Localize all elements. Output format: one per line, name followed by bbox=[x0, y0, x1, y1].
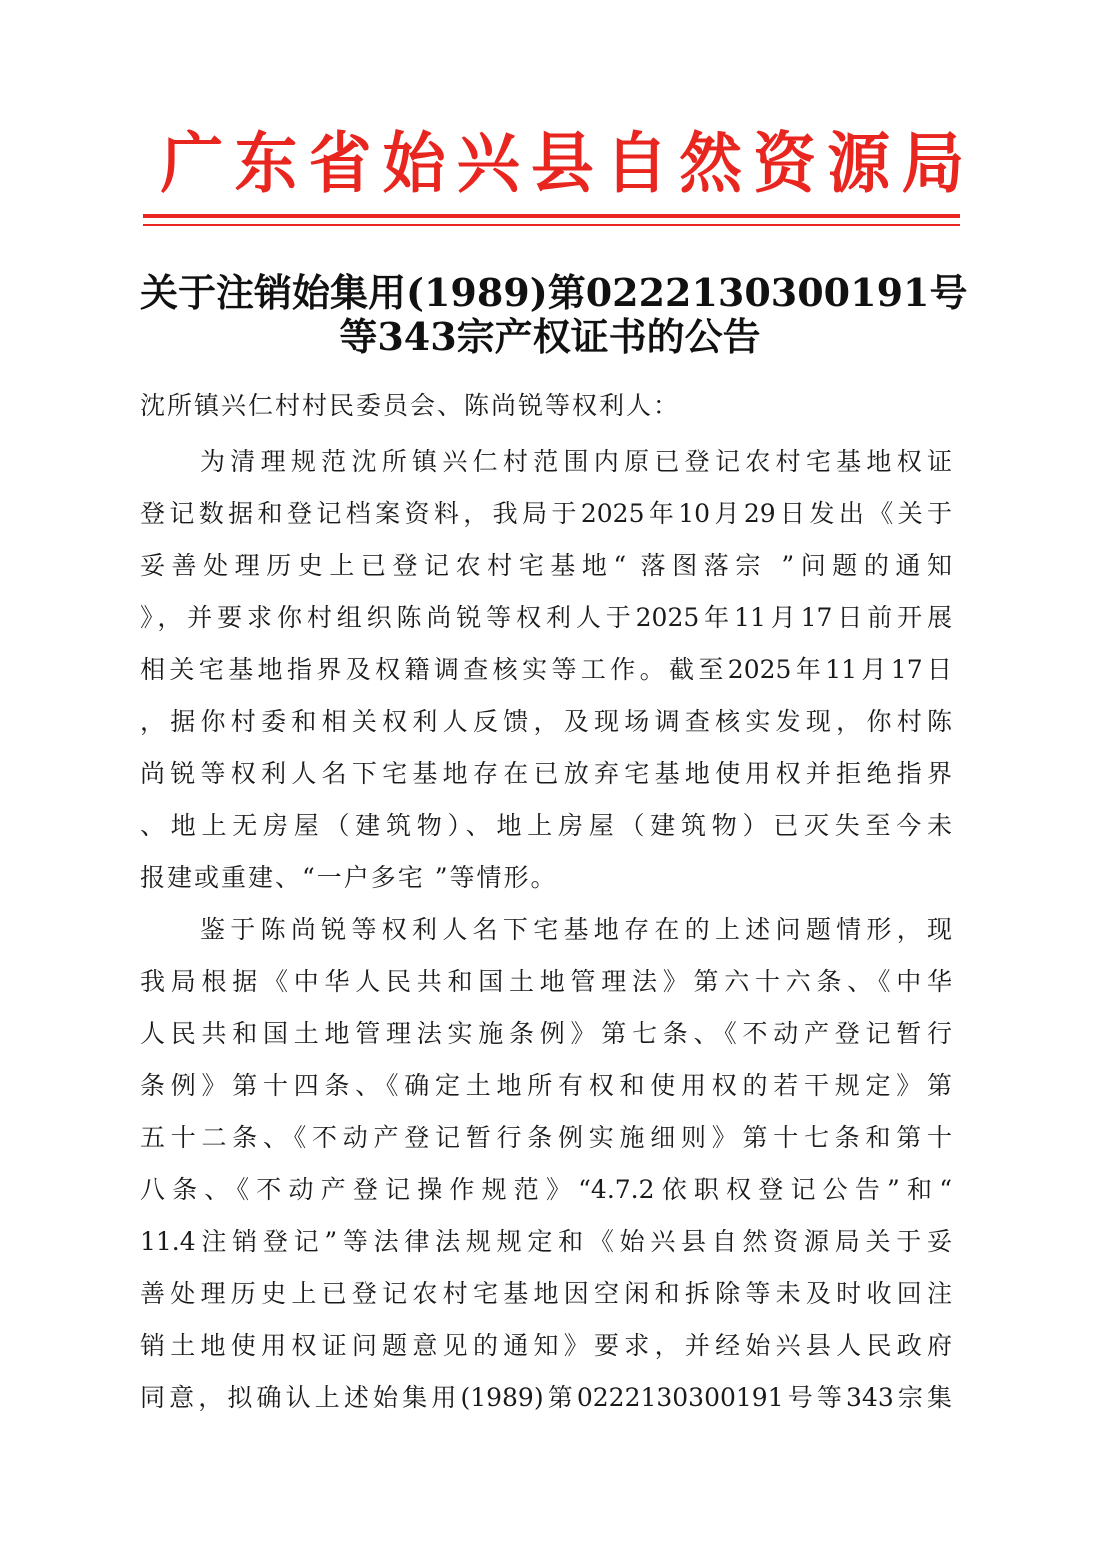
paragraph-2-line: 销土地使用权证问题意见的通知》要求，并经始兴县人民政府 bbox=[140, 1331, 952, 1360]
paragraph-1-line: 为清理规范沈所镇兴仁村范围内原已登记农村宅基地权证 bbox=[200, 447, 952, 476]
paragraph-1-line: ，据你村委和相关权利人反馈，及现场调查核实发现，你村陈 bbox=[140, 707, 952, 736]
paragraph-1-line: 尚锐等权利人名下宅基地存在已放弃宅基地使用权并拒绝指界 bbox=[140, 759, 952, 788]
paragraph-1-line: 登记数据和登记档案资料，我局于2025年10月29日发出《关于 bbox=[140, 499, 952, 528]
paragraph-2-line: 条例》第十四条、《确定土地所有权和使用权的若干规定》第 bbox=[140, 1071, 952, 1100]
paragraph-1-line: 相关宅基地指界及权籍调查核实等工作。截至2025年11月17日 bbox=[140, 655, 952, 684]
paragraph-2-line: 人民共和国土地管理法实施条例》第七条、《不动产登记暂行 bbox=[140, 1019, 952, 1048]
notice-title-line-1: 关于注销始集用(1989)第0222130300191号 bbox=[140, 270, 968, 315]
paragraph-2-line: 善处理历史上已登记农村宅基地因空闲和拆除等未及时收回注 bbox=[140, 1279, 952, 1308]
notice-title-line-2: 等343宗产权证书的公告 bbox=[339, 314, 761, 359]
paragraph-2-line: 同意，拟确认上述始集用(1989)第0222130300191号等343宗集 bbox=[140, 1383, 952, 1412]
paragraph-1-line: 》，并要求你村组织陈尚锐等权利人于2025年11月17日前开展 bbox=[140, 603, 952, 632]
paragraph-1-line: 、地上无房屋（建筑物）、地上房屋（建筑物）已灭失至今未 bbox=[140, 811, 952, 840]
salutation: 沈所镇兴仁村村民委员会、陈尚锐等权利人： bbox=[140, 391, 681, 420]
paragraph-2-line: 五十二条、《不动产登记暂行条例实施细则》第十七条和第十 bbox=[140, 1123, 952, 1152]
paragraph-2-line: 我局根据《中华人民共和国土地管理法》第六十六条、《中华 bbox=[140, 967, 952, 996]
letterhead-rule-thin bbox=[143, 224, 960, 226]
paragraph-2-line: 11.4注销登记”等法律法规规定和《始兴县自然资源局关于妥 bbox=[140, 1227, 952, 1256]
paragraph-1-line: 妥善处理历史上已登记农村宅基地“ 落图落宗 ”问题的通知 bbox=[140, 551, 952, 580]
paragraph-2-line: 鉴于陈尚锐等权利人名下宅基地存在的上述问题情形，现 bbox=[200, 915, 952, 944]
paragraph-1-line: 报建或重建、“一户多宅 ”等情形。 bbox=[140, 863, 558, 892]
letterhead-rule-thick bbox=[143, 214, 960, 218]
paragraph-2-line: 八条、《不动产登记操作规范》“4.7.2依职权登记公告”和“ bbox=[140, 1175, 952, 1204]
letterhead-org-name: 广东省始兴县自然资源局 bbox=[160, 124, 976, 202]
